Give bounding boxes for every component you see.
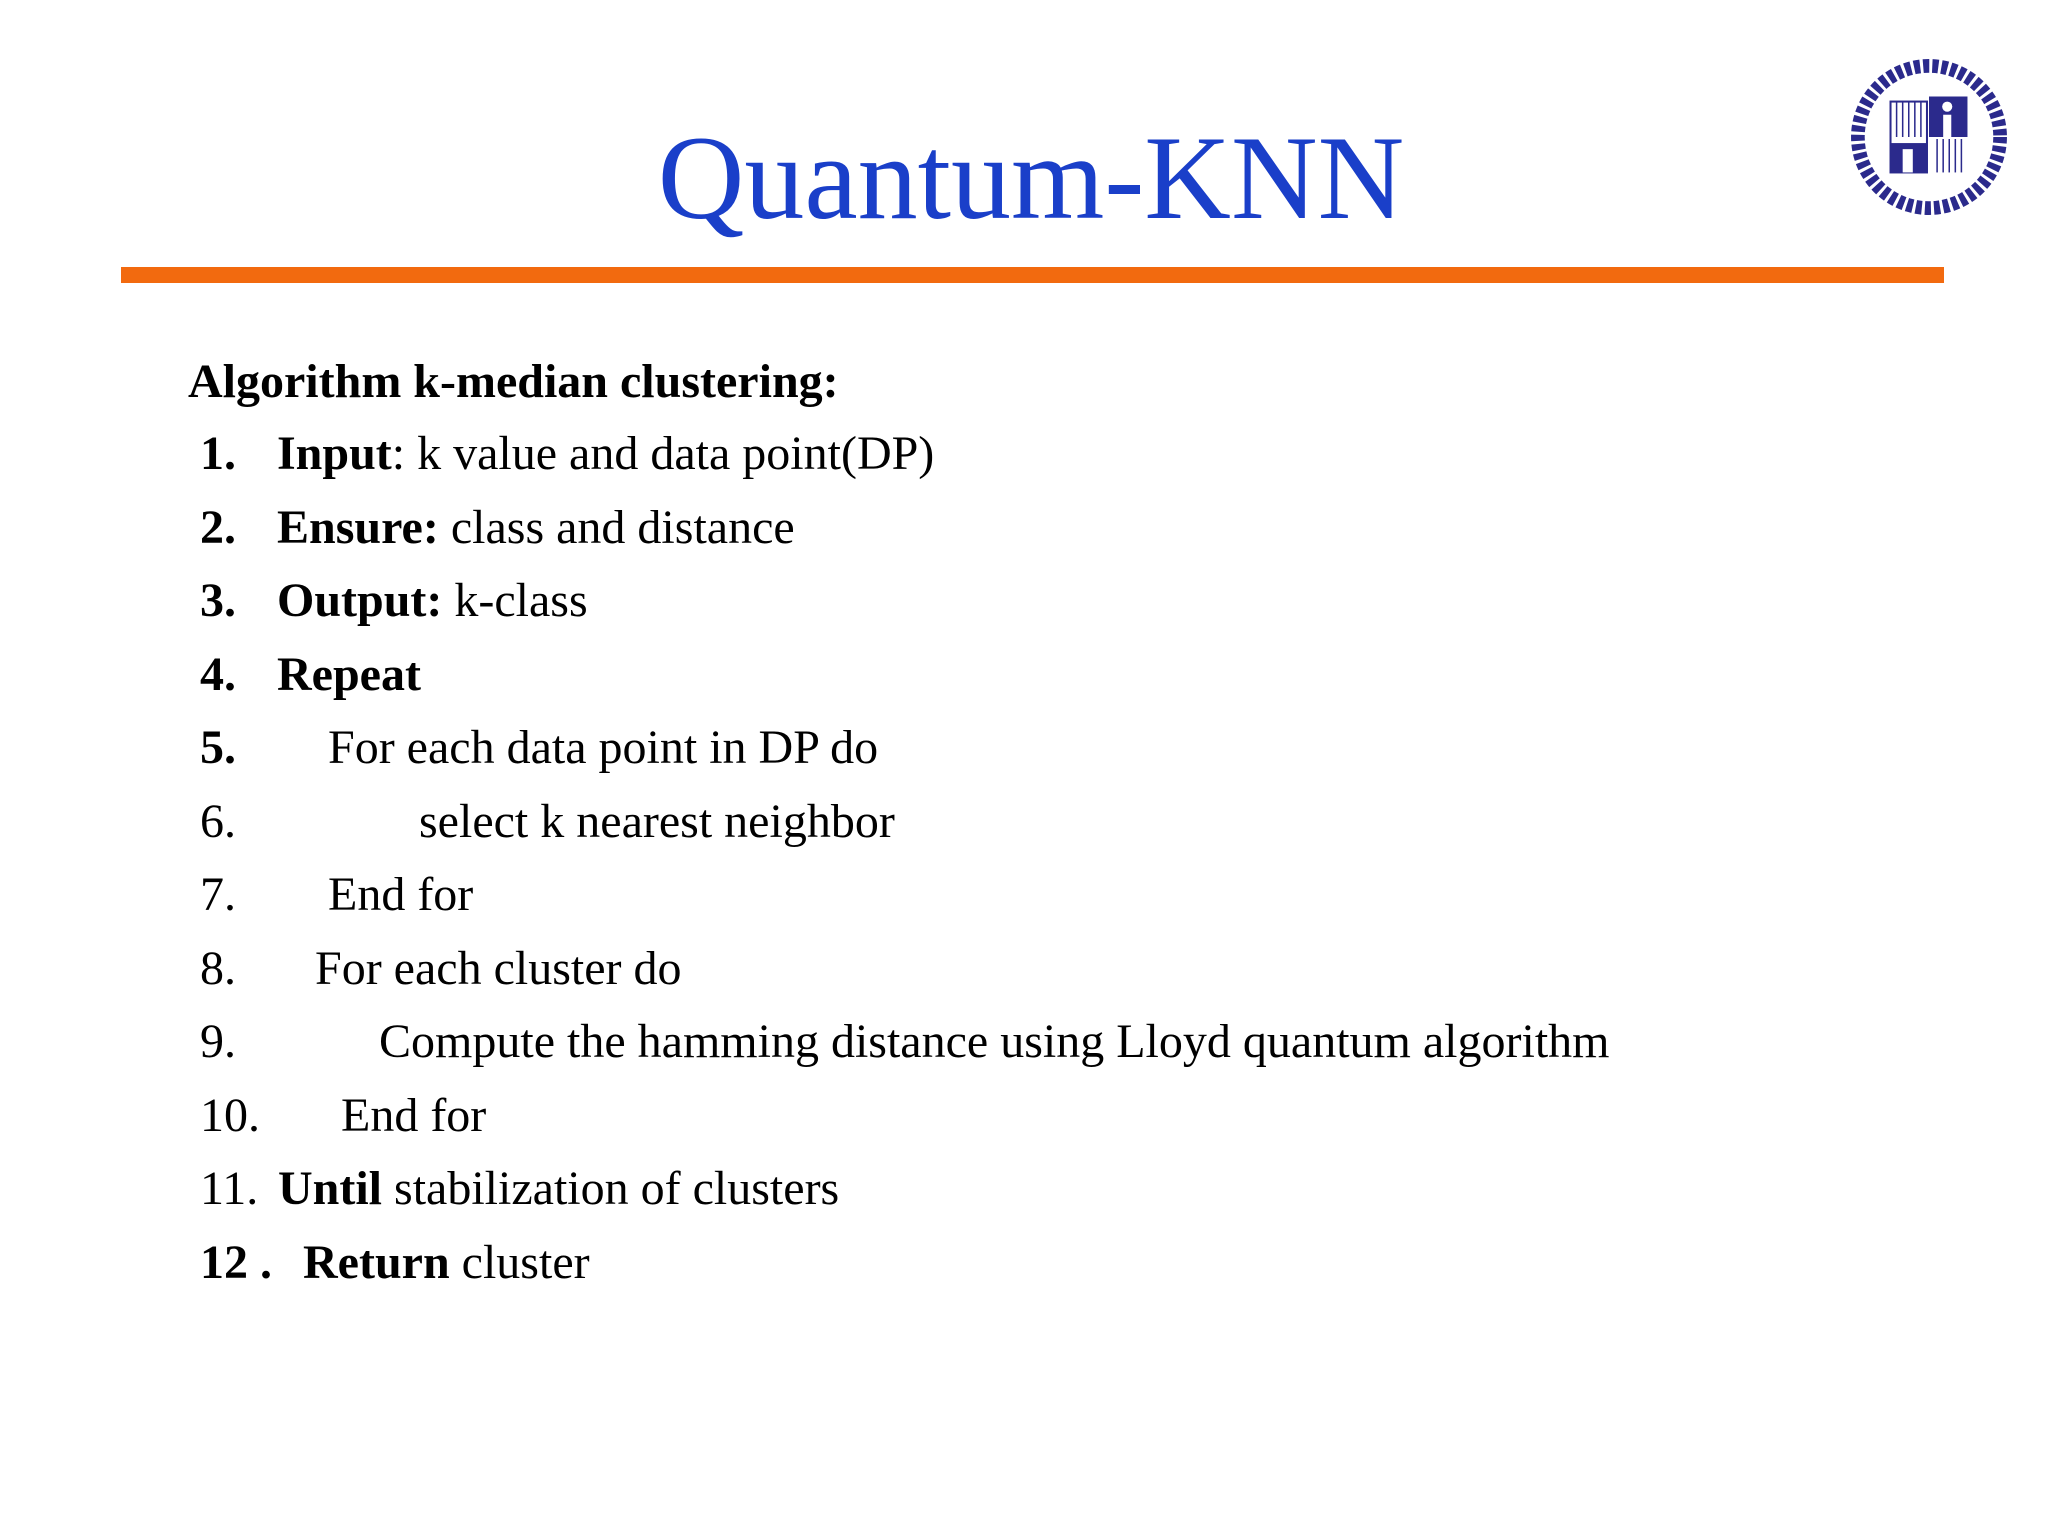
slide-title: Quantum-KNN bbox=[657, 111, 1405, 244]
step-description: stabilization of clusters bbox=[382, 1162, 840, 1215]
title-divider bbox=[121, 267, 1944, 283]
step-description: select k nearest neighbor bbox=[419, 794, 895, 848]
step-text bbox=[303, 1235, 590, 1289]
step-keyword: Return bbox=[303, 1235, 450, 1289]
step-number: 12 . bbox=[200, 1235, 272, 1289]
step-description: Compute the hamming distance using Lloyd quantum algorithm bbox=[379, 1015, 1610, 1068]
step-description: For each cluster do bbox=[315, 941, 682, 995]
step-number: 2. bbox=[200, 500, 236, 554]
step-keyword: Ensure: bbox=[277, 500, 439, 554]
step-description: cluster bbox=[449, 1235, 590, 1289]
step-number: 11. bbox=[200, 1162, 259, 1215]
step-number: 5. bbox=[200, 721, 236, 774]
step-description: : k value and data point(DP) bbox=[391, 427, 935, 480]
step-text bbox=[315, 941, 682, 995]
step-text bbox=[328, 868, 474, 921]
step-description: End for bbox=[341, 1088, 487, 1142]
step-number: 7. bbox=[200, 868, 236, 921]
step-text bbox=[278, 1162, 840, 1215]
step-text bbox=[341, 1088, 487, 1142]
step-description: k-class bbox=[442, 574, 588, 627]
step-description: End for bbox=[328, 868, 474, 921]
institute-seal-logo bbox=[1848, 56, 2010, 218]
step-description: For each data point in DP do bbox=[328, 721, 879, 774]
step-number: 10. bbox=[200, 1088, 260, 1142]
step-keyword: Repeat bbox=[277, 647, 421, 701]
step-text bbox=[328, 721, 879, 774]
step-text bbox=[277, 647, 421, 701]
step-text bbox=[419, 794, 895, 848]
step-number: 1. bbox=[200, 427, 236, 480]
step-text bbox=[379, 1015, 1610, 1068]
step-number: 8. bbox=[200, 941, 236, 995]
step-number: 4. bbox=[200, 647, 236, 701]
step-text bbox=[277, 500, 795, 554]
step-description: class and distance bbox=[438, 500, 795, 554]
step-number: 9. bbox=[200, 1015, 236, 1068]
algorithm-heading: Algorithm k-median clustering: bbox=[188, 355, 839, 408]
step-number: 6. bbox=[200, 794, 236, 848]
step-keyword: Input bbox=[277, 427, 392, 480]
step-number: 3. bbox=[200, 574, 236, 627]
step-keyword: Output: bbox=[277, 574, 443, 627]
step-text bbox=[277, 574, 588, 627]
step-text bbox=[277, 427, 935, 480]
step-keyword: Until bbox=[278, 1162, 383, 1215]
